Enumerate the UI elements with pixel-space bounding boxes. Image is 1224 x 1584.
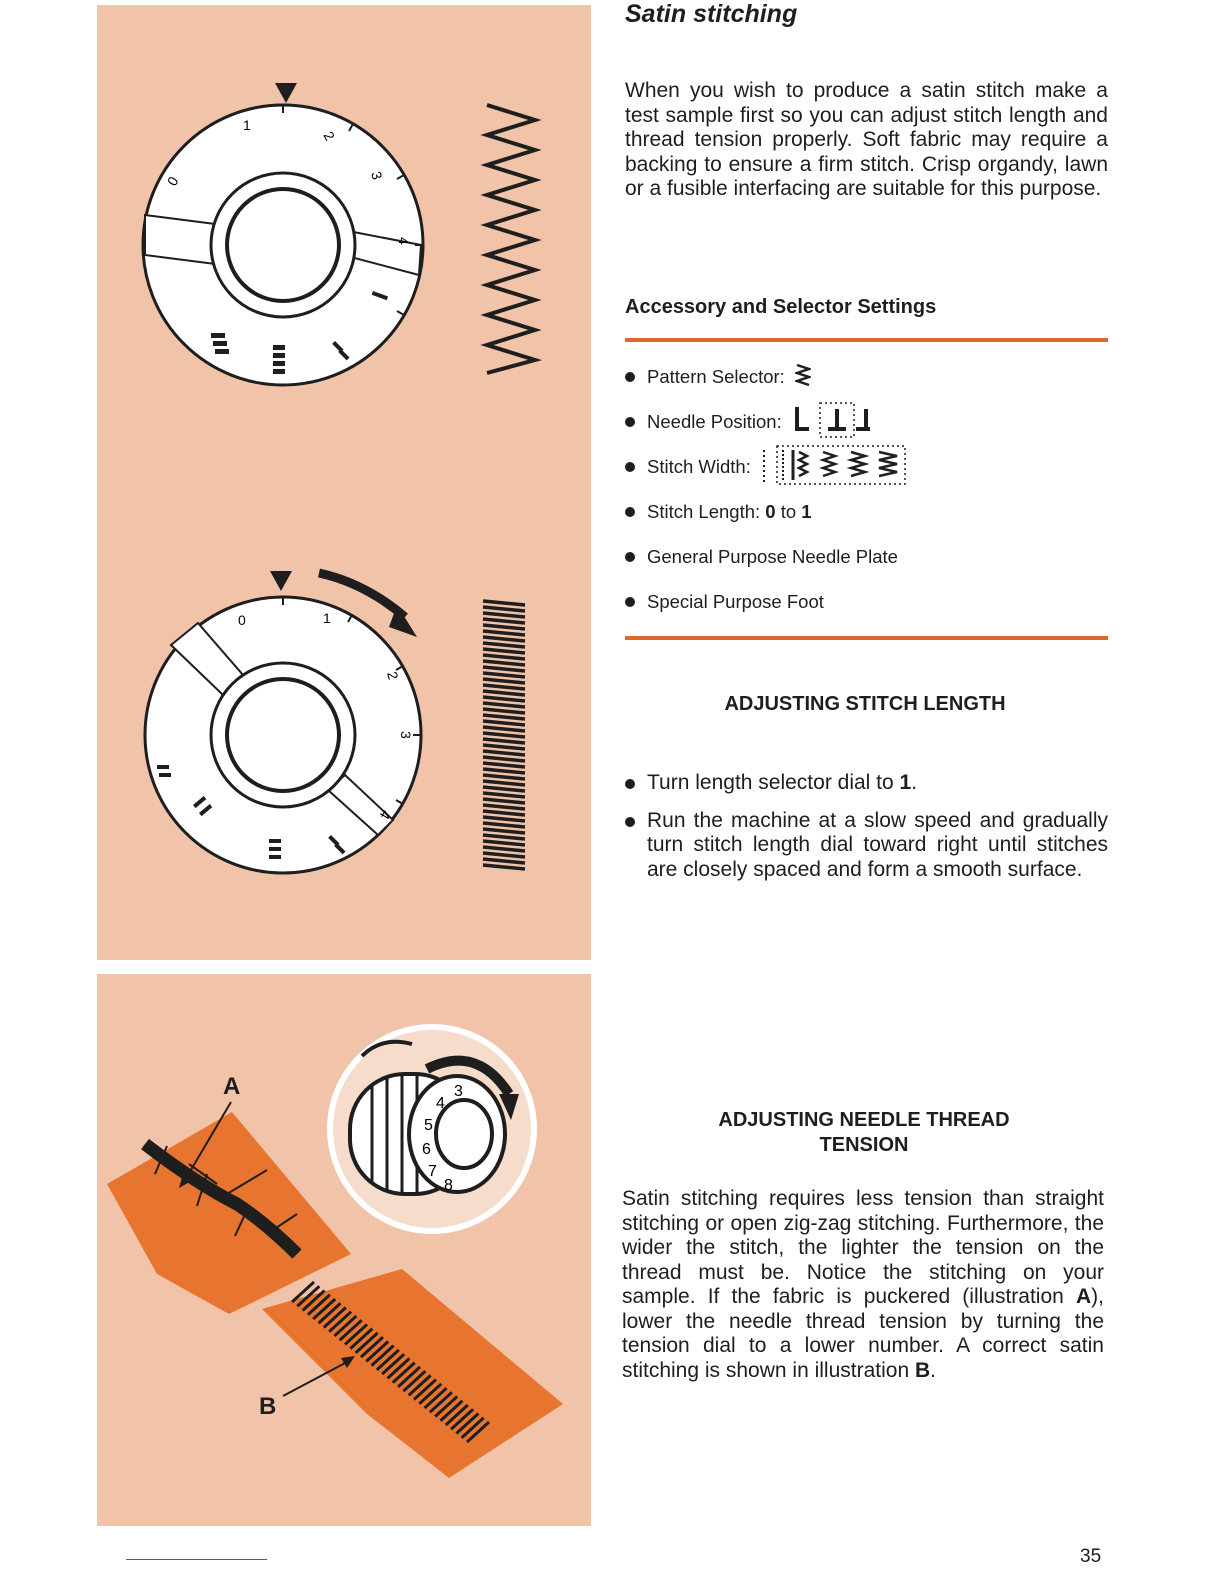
- orange-rule-top: [625, 338, 1108, 342]
- label-a: A: [223, 1073, 241, 1100]
- settings-list: [625, 366, 1108, 636]
- length-connector: to: [780, 501, 797, 522]
- dial1-pointer-icon: [275, 83, 297, 103]
- bottom-illustration-panel: [97, 974, 591, 1526]
- step-text: Run the machine at a slow speed and gradually turn stitch length dial toward right until stitches are closely spaced and form a smooth surface.: [647, 808, 1108, 881]
- tension-ref-b: B: [914, 1358, 931, 1382]
- length-min-value: 0: [765, 501, 776, 522]
- orange-rule-bottom: [625, 636, 1108, 640]
- setting-stitch-width: [625, 456, 1108, 501]
- adjusting-length-heading: ADJUSTING STITCH LENGTH: [724, 693, 1006, 715]
- tension-number-5: 5: [424, 1117, 433, 1134]
- bullet-icon: [625, 597, 635, 607]
- adjusting-tension-heading: [625, 1108, 1103, 1158]
- bullet-icon: [625, 779, 635, 789]
- tension-text-part3: .: [930, 1358, 936, 1382]
- bullet-icon: [625, 817, 635, 827]
- tension-number-4: 4: [436, 1095, 445, 1112]
- needle-positions-icon: [792, 399, 872, 439]
- setting-label: Special Purpose Foot: [647, 591, 824, 612]
- tension-heading-line2: TENSION: [819, 1134, 909, 1156]
- tension-number-6: 6: [422, 1141, 431, 1158]
- stitch-width-range-icon: [761, 442, 911, 488]
- zigzag-stitch-sample-1: [487, 105, 535, 373]
- stitch-length-dial-2: [145, 597, 421, 873]
- top-illustration-panel: [97, 5, 591, 960]
- step-tail: .: [911, 771, 918, 794]
- step-text: Turn length selector dial to: [647, 771, 900, 794]
- bullet-icon: [625, 462, 635, 472]
- length-step-2: [625, 809, 1108, 883]
- setting-presser-foot: [625, 591, 1108, 636]
- stitch-length-dials-illustration: [97, 5, 591, 960]
- dial2-pointer-icon: [270, 571, 292, 591]
- tension-number-8: 8: [444, 1177, 453, 1194]
- tension-text-part1: Satin stitching requires less tension than straight stitching or open zig-zag stitching. Furthermore, the wider the stitch, the lighter the tension on the thread must be. Notice the stitching on your sample. If the fabric is puckered (illustration: [622, 1187, 1104, 1308]
- settings-heading: Accessory and Selector Settings: [625, 296, 937, 318]
- tension-number-3: 3: [454, 1083, 463, 1100]
- page-title: Satin stitching: [625, 0, 798, 28]
- dial2-number-4: 4: [376, 807, 395, 823]
- setting-label: General Purpose Needle Plate: [647, 546, 898, 567]
- tension-samples-illustration: [97, 974, 591, 1526]
- tension-ref-a: A: [1076, 1285, 1092, 1308]
- fabric-sample-a: [107, 1112, 351, 1314]
- setting-label: Pattern Selector:: [647, 366, 785, 387]
- setting-label: Stitch Length:: [647, 501, 761, 522]
- footer-link-line: [126, 1559, 267, 1560]
- tension-text-part2: ), lower the needle thread tension by turning the tension dial to a lower number. A correct satin stitching is shown in illustration: [622, 1285, 1104, 1382]
- setting-label: Stitch Width:: [647, 456, 751, 477]
- dial2-number-3: 3: [398, 731, 414, 739]
- tension-number-7: 7: [428, 1163, 437, 1180]
- intro-paragraph: When you wish to produce a satin stitch make a test sample first so you can adjust stitch length and thread tension properly. Soft fabric may require a backing to ensure a firm stitch. Crisp organdy, lawn or a fusible interfacing are suitable for this purpose.: [625, 79, 1108, 200]
- dial2-number-0: 0: [238, 612, 246, 628]
- dial1-number-4: 4: [396, 237, 412, 245]
- bullet-icon: [625, 372, 635, 382]
- satin-stitch-sample-2: [483, 601, 525, 869]
- dial1-number-1: 1: [243, 117, 251, 133]
- length-step-1: [625, 771, 1108, 796]
- bullet-icon: [625, 417, 635, 427]
- length-steps-list: [625, 771, 1108, 895]
- setting-label: Needle Position:: [647, 411, 782, 432]
- length-max-value: 1: [801, 501, 812, 522]
- bullet-icon: [625, 507, 635, 517]
- dial1-number-2: 2: [320, 128, 339, 144]
- satin-pattern-icon: [795, 362, 811, 388]
- dial1-number-3: 3: [368, 169, 386, 182]
- dial2-number-2: 2: [384, 669, 402, 682]
- bullet-icon: [625, 552, 635, 562]
- dial1-number-0: 0: [163, 173, 182, 189]
- label-b: B: [259, 1393, 277, 1420]
- tension-heading-line1: ADJUSTING NEEDLE THREAD: [718, 1109, 1010, 1131]
- setting-stitch-length: [625, 501, 1108, 546]
- setting-needle-plate: [625, 546, 1108, 591]
- step-bold-value: 1: [899, 771, 912, 794]
- dial2-number-1: 1: [323, 610, 331, 626]
- page-number: 35: [1080, 1546, 1102, 1567]
- tension-paragraph: [622, 1187, 1104, 1383]
- stitch-length-dial-1: [143, 105, 423, 385]
